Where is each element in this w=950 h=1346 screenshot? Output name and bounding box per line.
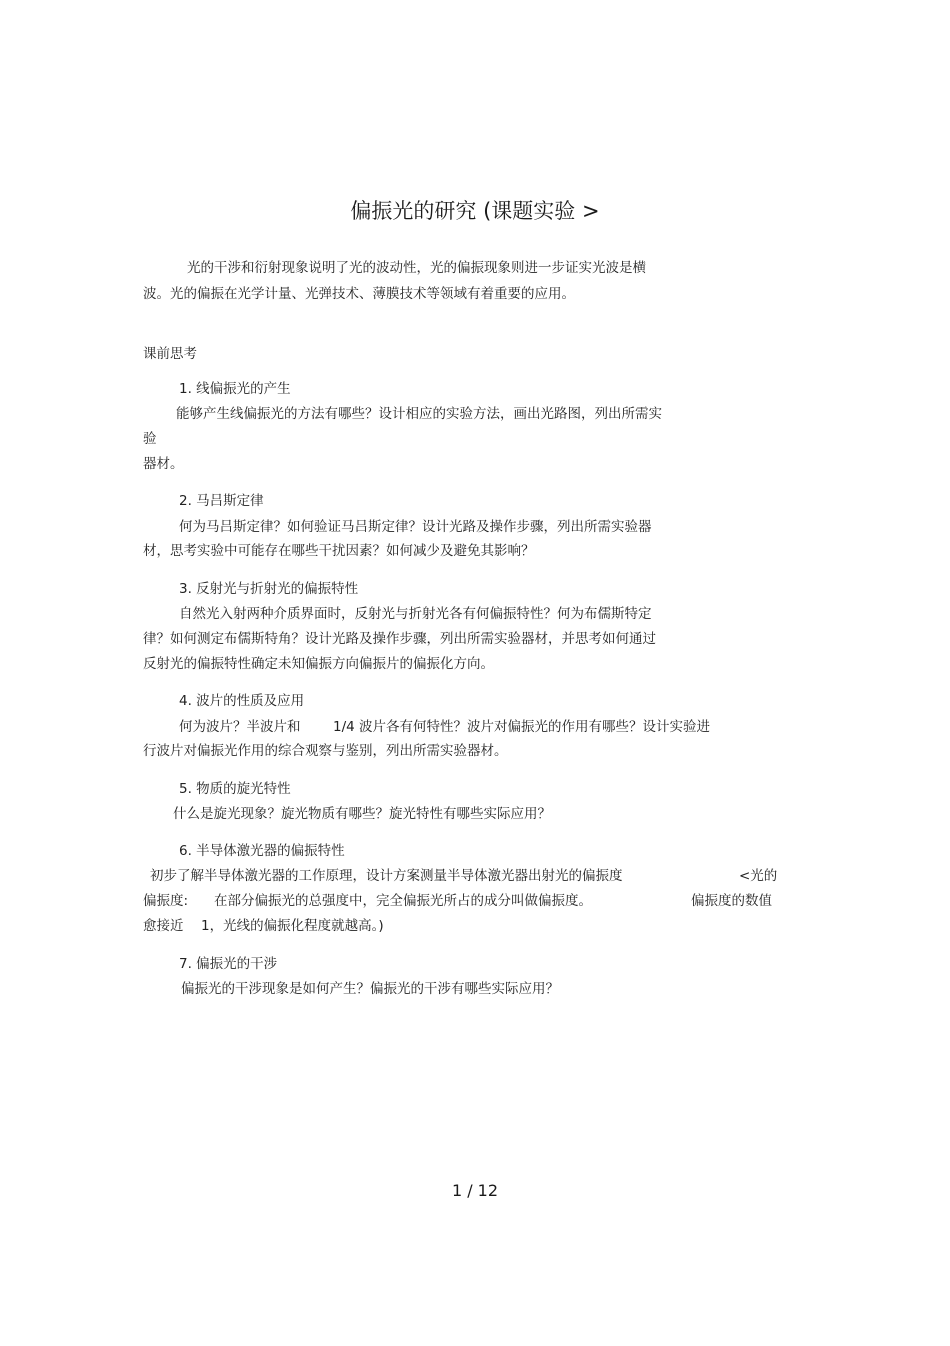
item-6-line-2b: 在部分偏振光的总强度中，完全偏振光所占的成分叫做偏振度。 xyxy=(214,893,592,909)
item-2-line-1: 何为马吕斯定律？如何验证马吕斯定律？设计光路及操作步骤，列出所需实验器 xyxy=(179,519,652,535)
intro-line-2: 波。光的偏振在光学计量、光弹技术、薄膜技术等领域有着重要的应用。 xyxy=(143,286,575,302)
item-2-heading: 2. 马吕斯定律 xyxy=(179,493,264,509)
item-7-line-1: 偏振光的干涉现象是如何产生？偏振光的干涉有哪些实际应用？ xyxy=(181,981,559,997)
item-6-heading: 6. 半导体激光器的偏振特性 xyxy=(179,843,345,859)
item-3-line-1: 自然光入射两种介质界面时，反射光与折射光各有何偏振特性？何为布儒斯特定 xyxy=(179,606,652,622)
item-1-line-1: 能够产生线偏振光的方法有哪些？设计相应的实验方法，画出光路图，列出所需实 xyxy=(176,406,662,422)
item-1-line-2: 验 xyxy=(143,431,157,447)
item-4-line-1b: 1/4 波片各有何特性？波片对偏振光的作用有哪些？设计实验进 xyxy=(333,719,711,735)
item-1-line-3: 器材。 xyxy=(143,456,184,472)
item-3-line-2: 律？如何测定布儒斯特角？设计光路及操作步骤，列出所需实验器材，并思考如何通过 xyxy=(143,631,656,647)
item-4-heading: 4. 波片的性质及应用 xyxy=(179,693,305,709)
item-5-heading: 5. 物质的旋光特性 xyxy=(179,781,291,797)
item-4-line-2: 行波片对偏振光作用的综合观察与鉴别，列出所需实验器材。 xyxy=(143,743,508,759)
intro-line-1: 光的干涉和衍射现象说明了光的波动性，光的偏振现象则进一步证实光波是横 xyxy=(187,260,646,276)
item-6-line-3a: 愈接近 xyxy=(143,918,184,934)
section-heading: 课前思考 xyxy=(143,346,197,362)
item-6-line-2a: 偏振度: xyxy=(143,893,189,909)
item-3-line-3: 反射光的偏振特性确定未知偏振方向偏振片的偏振化方向。 xyxy=(143,656,494,672)
item-6-line-1a: 初步了解半导体激光器的工作原理，设计方案测量半导体激光器出射光的偏振度 xyxy=(150,868,623,884)
item-6-line-2c: 偏振度的数值 xyxy=(691,893,772,909)
item-3-heading: 3. 反射光与折射光的偏振特性 xyxy=(179,581,359,597)
item-6-line-1b: <光的 xyxy=(739,868,778,884)
item-4-line-1a: 何为波片？半波片和 xyxy=(179,719,301,735)
page-number: 1 / 12 xyxy=(451,1181,499,1200)
page-title: 偏振光的研究 (课题实验 > xyxy=(350,199,600,223)
item-1-heading: 1. 线偏振光的产生 xyxy=(179,381,291,397)
item-7-heading: 7. 偏振光的干涉 xyxy=(179,956,278,972)
item-5-line-1: 什么是旋光现象？旋光物质有哪些？旋光特性有哪些实际应用？ xyxy=(173,806,551,822)
item-2-line-2: 材，思考实验中可能存在哪些干扰因素？如何减少及避免其影响？ xyxy=(143,543,535,559)
item-6-line-3b: 1，光线的偏振化程度就越高。) xyxy=(201,918,384,934)
